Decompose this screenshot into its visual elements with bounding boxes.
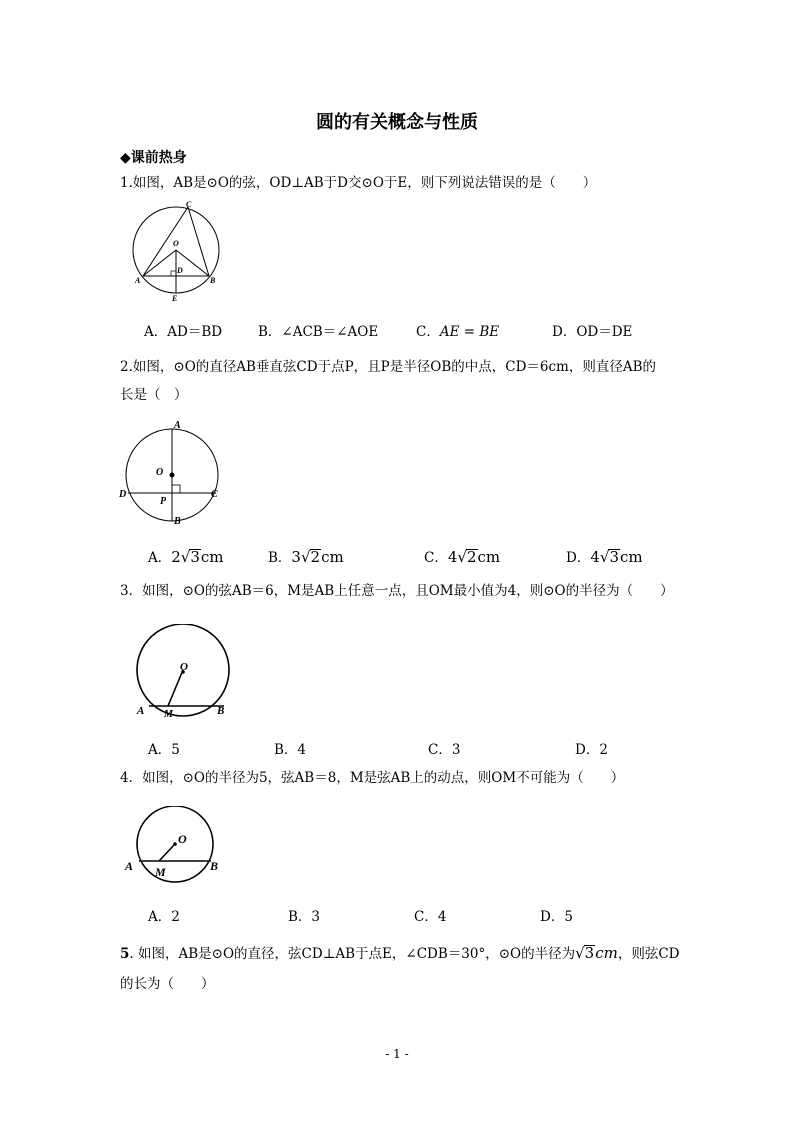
q2-option-b-coef: 3: [291, 548, 301, 566]
question-5-stem-line1: 5. 如图，AB是⊙O的直径，弦CD⊥AB于点E，∠CDB＝30°，⊙O的半径为√3cm，则弦CD: [120, 944, 680, 962]
q1-option-d[interactable]: D．OD＝DE: [552, 324, 633, 340]
label-b: B: [174, 516, 181, 527]
label-a: A: [125, 859, 134, 873]
question-2-figure: [116, 415, 226, 531]
page-number: - 1 -: [385, 1047, 409, 1061]
q2-option-a[interactable]: A．2√3cm: [148, 548, 224, 566]
q2-option-a-radicand: 3: [190, 548, 200, 566]
q4-option-a[interactable]: A．2: [148, 909, 180, 925]
label-o: O: [173, 239, 179, 248]
q1-option-a[interactable]: A．AD＝BD: [144, 324, 223, 340]
label-p: P: [160, 496, 167, 507]
label-m: M: [155, 865, 166, 879]
label-b: B: [210, 276, 216, 285]
page-title: 圆的有关概念与性质: [316, 112, 478, 133]
question-5-radicand: 3: [584, 944, 595, 962]
question-5-unit: cm: [595, 944, 618, 962]
label-a: A: [137, 705, 145, 717]
q2-option-b[interactable]: B．3√2cm: [268, 548, 344, 566]
q1-option-c-math: AE = BE: [439, 324, 500, 340]
question-4-stem: 4．如图，⊙O的半径为5，弦AB＝8，M是弦AB上的动点，则OM不可能为（ ）: [120, 770, 625, 786]
q4-option-d[interactable]: D．5: [540, 909, 573, 925]
q3-option-a[interactable]: A．5: [148, 742, 180, 758]
question-1-figure: [130, 198, 226, 302]
q2-option-c-unit: cm: [477, 548, 501, 566]
q4-option-c[interactable]: C．4: [414, 909, 447, 925]
label-c: C: [186, 200, 192, 209]
label-a: A: [174, 420, 181, 431]
question-5-stem-a: . 如图，AB是⊙O的直径，弦CD⊥AB于点E，∠CDB＝30°，⊙O的半径为: [129, 946, 576, 962]
label-a: A: [135, 276, 141, 285]
question-3-figure: [132, 624, 236, 720]
label-o: O: [178, 832, 187, 846]
q3-option-d[interactable]: D．2: [575, 742, 608, 758]
question-3-stem: 3．如图，⊙O的弦AB＝6，M是AB上任意一点，且OM最小值为4，则⊙O的半径为（ ）: [120, 583, 674, 599]
q2-option-b-unit: cm: [321, 548, 344, 566]
label-d: D: [119, 489, 127, 500]
question-5-number: 5: [120, 946, 130, 962]
q2-option-c[interactable]: C．4√2cm: [424, 548, 501, 566]
q2-option-c-prefix: C．: [424, 550, 448, 566]
q2-option-b-prefix: B．: [268, 550, 292, 566]
q2-option-d-radicand: 3: [609, 548, 619, 566]
label-c: C: [211, 489, 218, 500]
q2-option-a-unit: cm: [200, 548, 224, 566]
section-heading: ◆课前热身: [120, 150, 187, 166]
label-b: B: [217, 705, 225, 717]
question-2-stem-line2: 长是（ ）: [120, 387, 188, 403]
q1-option-c-prefix: C．: [416, 324, 440, 340]
q1-option-c[interactable]: [416, 320, 499, 340]
q2-option-d-prefix: D．: [566, 550, 591, 566]
q2-option-a-coef: 2: [171, 548, 181, 566]
q2-option-c-coef: 4: [447, 548, 458, 566]
q3-option-c[interactable]: C．3: [428, 742, 461, 758]
label-o: O: [180, 661, 188, 673]
q2-option-c-radicand: 2: [466, 548, 477, 566]
q4-option-b[interactable]: B．3: [288, 909, 321, 925]
question-1-stem: 1.如图，AB是⊙O的弦，OD⊥AB于D交⊙O于E，则下列说法错误的是（ ）: [120, 175, 597, 191]
question-5-stem-b: ，则弦CD: [617, 946, 680, 962]
question-5-stem-line2: 的长为（ ）: [120, 976, 215, 992]
q2-option-a-prefix: A．: [148, 550, 172, 566]
question-4-figure: [122, 806, 226, 888]
question-2-stem-line1: 2.如图，⊙O的直径AB垂直弦CD于点P，且P是半径OB的中点，CD＝6cm，则直径AB的: [120, 359, 657, 375]
label-m: M: [164, 709, 173, 720]
label-d: D: [177, 266, 183, 275]
q2-option-b-radicand: 2: [310, 548, 321, 566]
label-b: B: [210, 859, 219, 873]
label-e: E: [172, 294, 178, 302]
q1-option-b[interactable]: B．∠ACB＝∠AOE: [258, 324, 379, 340]
q2-option-d-coef: 4: [590, 548, 600, 566]
label-o: O: [156, 467, 164, 478]
q3-option-b[interactable]: B．4: [274, 742, 307, 758]
q2-option-d[interactable]: D．4√3cm: [566, 548, 643, 566]
q2-option-d-unit: cm: [619, 548, 643, 566]
